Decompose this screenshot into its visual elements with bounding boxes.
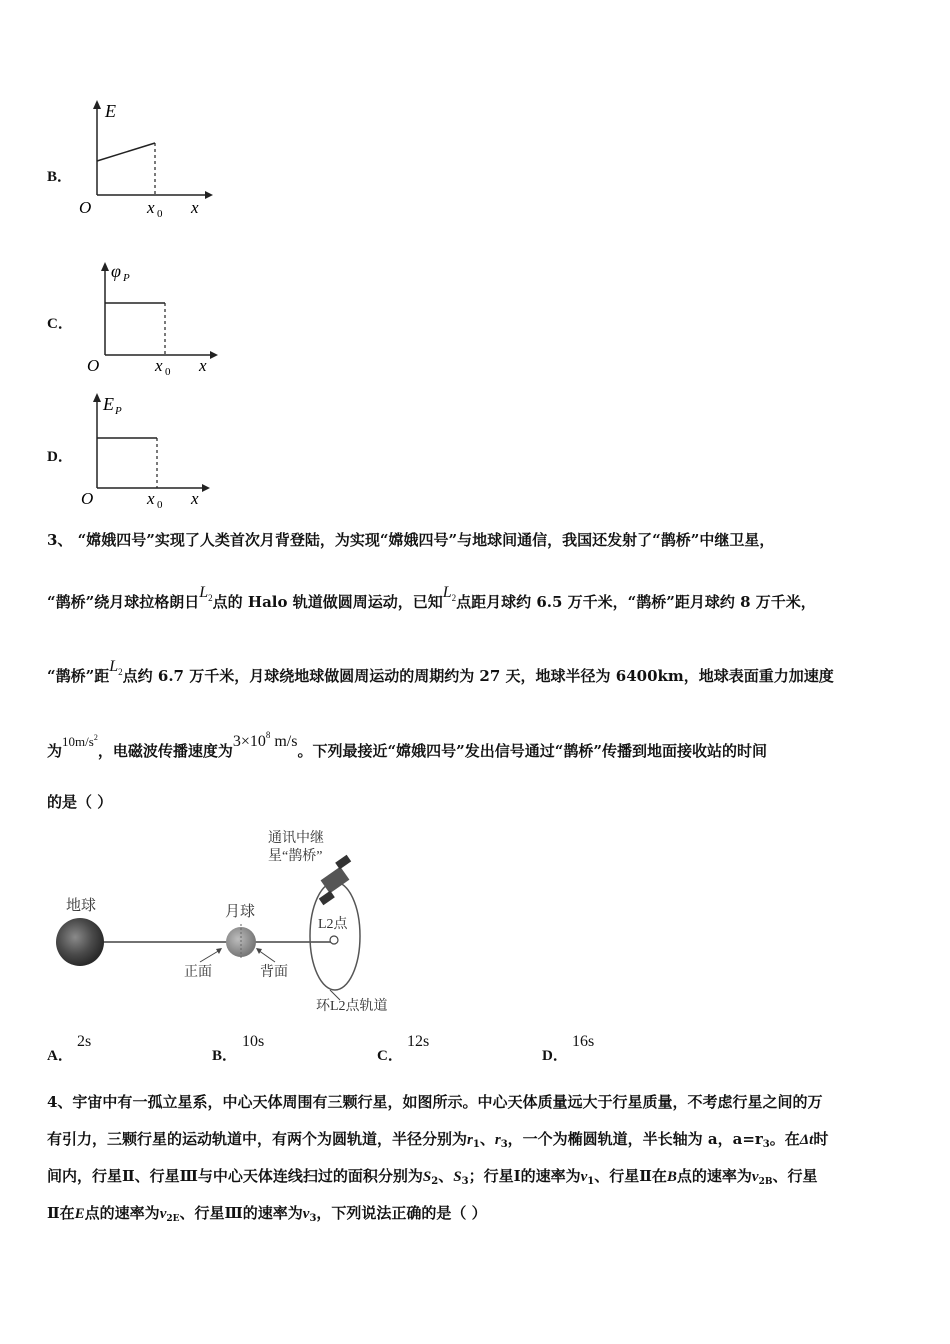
option-b-origin: O xyxy=(79,198,92,217)
q3-answer-d-label[interactable]: D． xyxy=(542,1048,568,1064)
option-b-x0: x xyxy=(147,198,155,217)
option-d-x0: x xyxy=(147,489,155,508)
q3-answer-a-value: 2s xyxy=(77,1033,92,1050)
q3-answer-b-label[interactable]: B． xyxy=(212,1048,238,1064)
orbit-label: 环L2点轨道 xyxy=(316,999,388,1014)
q4-line-3: 间内，行星Ⅱ、行星Ⅲ与中心天体连线扫过的面积分别为$S_2$、$S_3$；行星Ⅰ的速率为$v_1$、行星Ⅱ在B点的速率为$v_{2B}$、行星 xyxy=(47,1167,818,1187)
front-label: 正面 xyxy=(184,965,212,980)
option-b-yaxis: E xyxy=(105,101,116,121)
earth-label: 地球 xyxy=(66,898,97,914)
back-label: 背面 xyxy=(260,965,288,980)
q4-line-2: 有引力，三颗行星的运动轨道中，有两个为圆轨道，半径分别为$r_1$、$r_3$，一个为椭圆轨道，半长轴为 a，$a=r_3$。在Δt时 xyxy=(47,1130,829,1150)
option-c-label: C． xyxy=(47,316,73,332)
q4-line-4: Ⅱ在E点的速率为$v_{2E}$、行星Ⅲ的速率为$v_3$，下列说法正确的是（ ） xyxy=(47,1204,487,1224)
option-b-label: B． xyxy=(47,169,73,185)
option-d-ysub: P xyxy=(115,405,122,417)
earth-moon-l2-figure xyxy=(50,822,410,1017)
q3-answer-d-value: 16s xyxy=(572,1033,595,1050)
option-c-origin: O xyxy=(87,356,100,375)
option-c-x0-sub: 0 xyxy=(165,366,171,377)
option-d-label: D． xyxy=(47,449,73,465)
q4-line-1: 4、宇宙中有一孤立星系，中心天体周围有三颗行星，如图所示。中心天体质量远大于行星质量，不考虑行星之间的万 xyxy=(47,1093,823,1111)
q3-answer-b-value: 10s xyxy=(242,1033,265,1050)
q3-line-3: “鹊桥”距$L^2$点约 6.7 万千米，月球绕地球做圆周运动的周期约为 27 天，地球半径为 6400km，地球表面重力加速度 xyxy=(47,658,834,685)
option-d-x0-sub: 0 xyxy=(157,499,163,510)
q3-answer-c-value: 12s xyxy=(407,1033,430,1050)
q3-line-5: 的是（ ） xyxy=(47,793,113,811)
q3-line-4: 为$10m/s^2$，电磁波传播速度为$3\times 10^8$ m/s。下列最接近“嫦娥四号”发出信号通过“鹊桥”传播到地面接收站的时间 xyxy=(47,730,767,760)
option-b-graph xyxy=(75,95,215,220)
moon-label: 月球 xyxy=(225,904,256,920)
l2-label: L2点 xyxy=(318,917,348,932)
option-b-x0-sub: 0 xyxy=(157,208,163,220)
option-d-graph xyxy=(77,388,212,510)
option-c-xaxis: x xyxy=(199,356,207,375)
option-c-graph xyxy=(85,255,220,377)
option-d-xaxis: x xyxy=(191,489,199,508)
earth-icon xyxy=(56,918,104,966)
q3-line-1: 3、 “嫦娥四号”实现了人类首次月背登陆，为实现“嫦娥四号”与地球间通信，我国还发射了“鹊桥”中继卫星， xyxy=(47,531,775,549)
satellite-label-1: 通讯中继 xyxy=(268,831,324,846)
satellite-label-2: 星“鹊桥” xyxy=(268,849,323,864)
option-c-ysub: P xyxy=(123,272,130,284)
q3-answer-c-label[interactable]: C． xyxy=(377,1048,403,1064)
option-d-origin: O xyxy=(81,489,94,508)
option-c-yaxis: φ xyxy=(111,261,121,281)
option-d-yaxis: E xyxy=(103,394,114,414)
option-b-xaxis: x xyxy=(191,198,199,217)
option-c-x0: x xyxy=(155,356,163,375)
q3-line-2: “鹊桥”绕月球拉格朗日$L^2$点的 Halo 轨道做圆周运动，已知$L^2$点距月球约 6.5 万千米，“鹊桥”距月球约 8 万千米， xyxy=(47,584,816,611)
q3-answer-a-label[interactable]: A． xyxy=(47,1048,73,1064)
